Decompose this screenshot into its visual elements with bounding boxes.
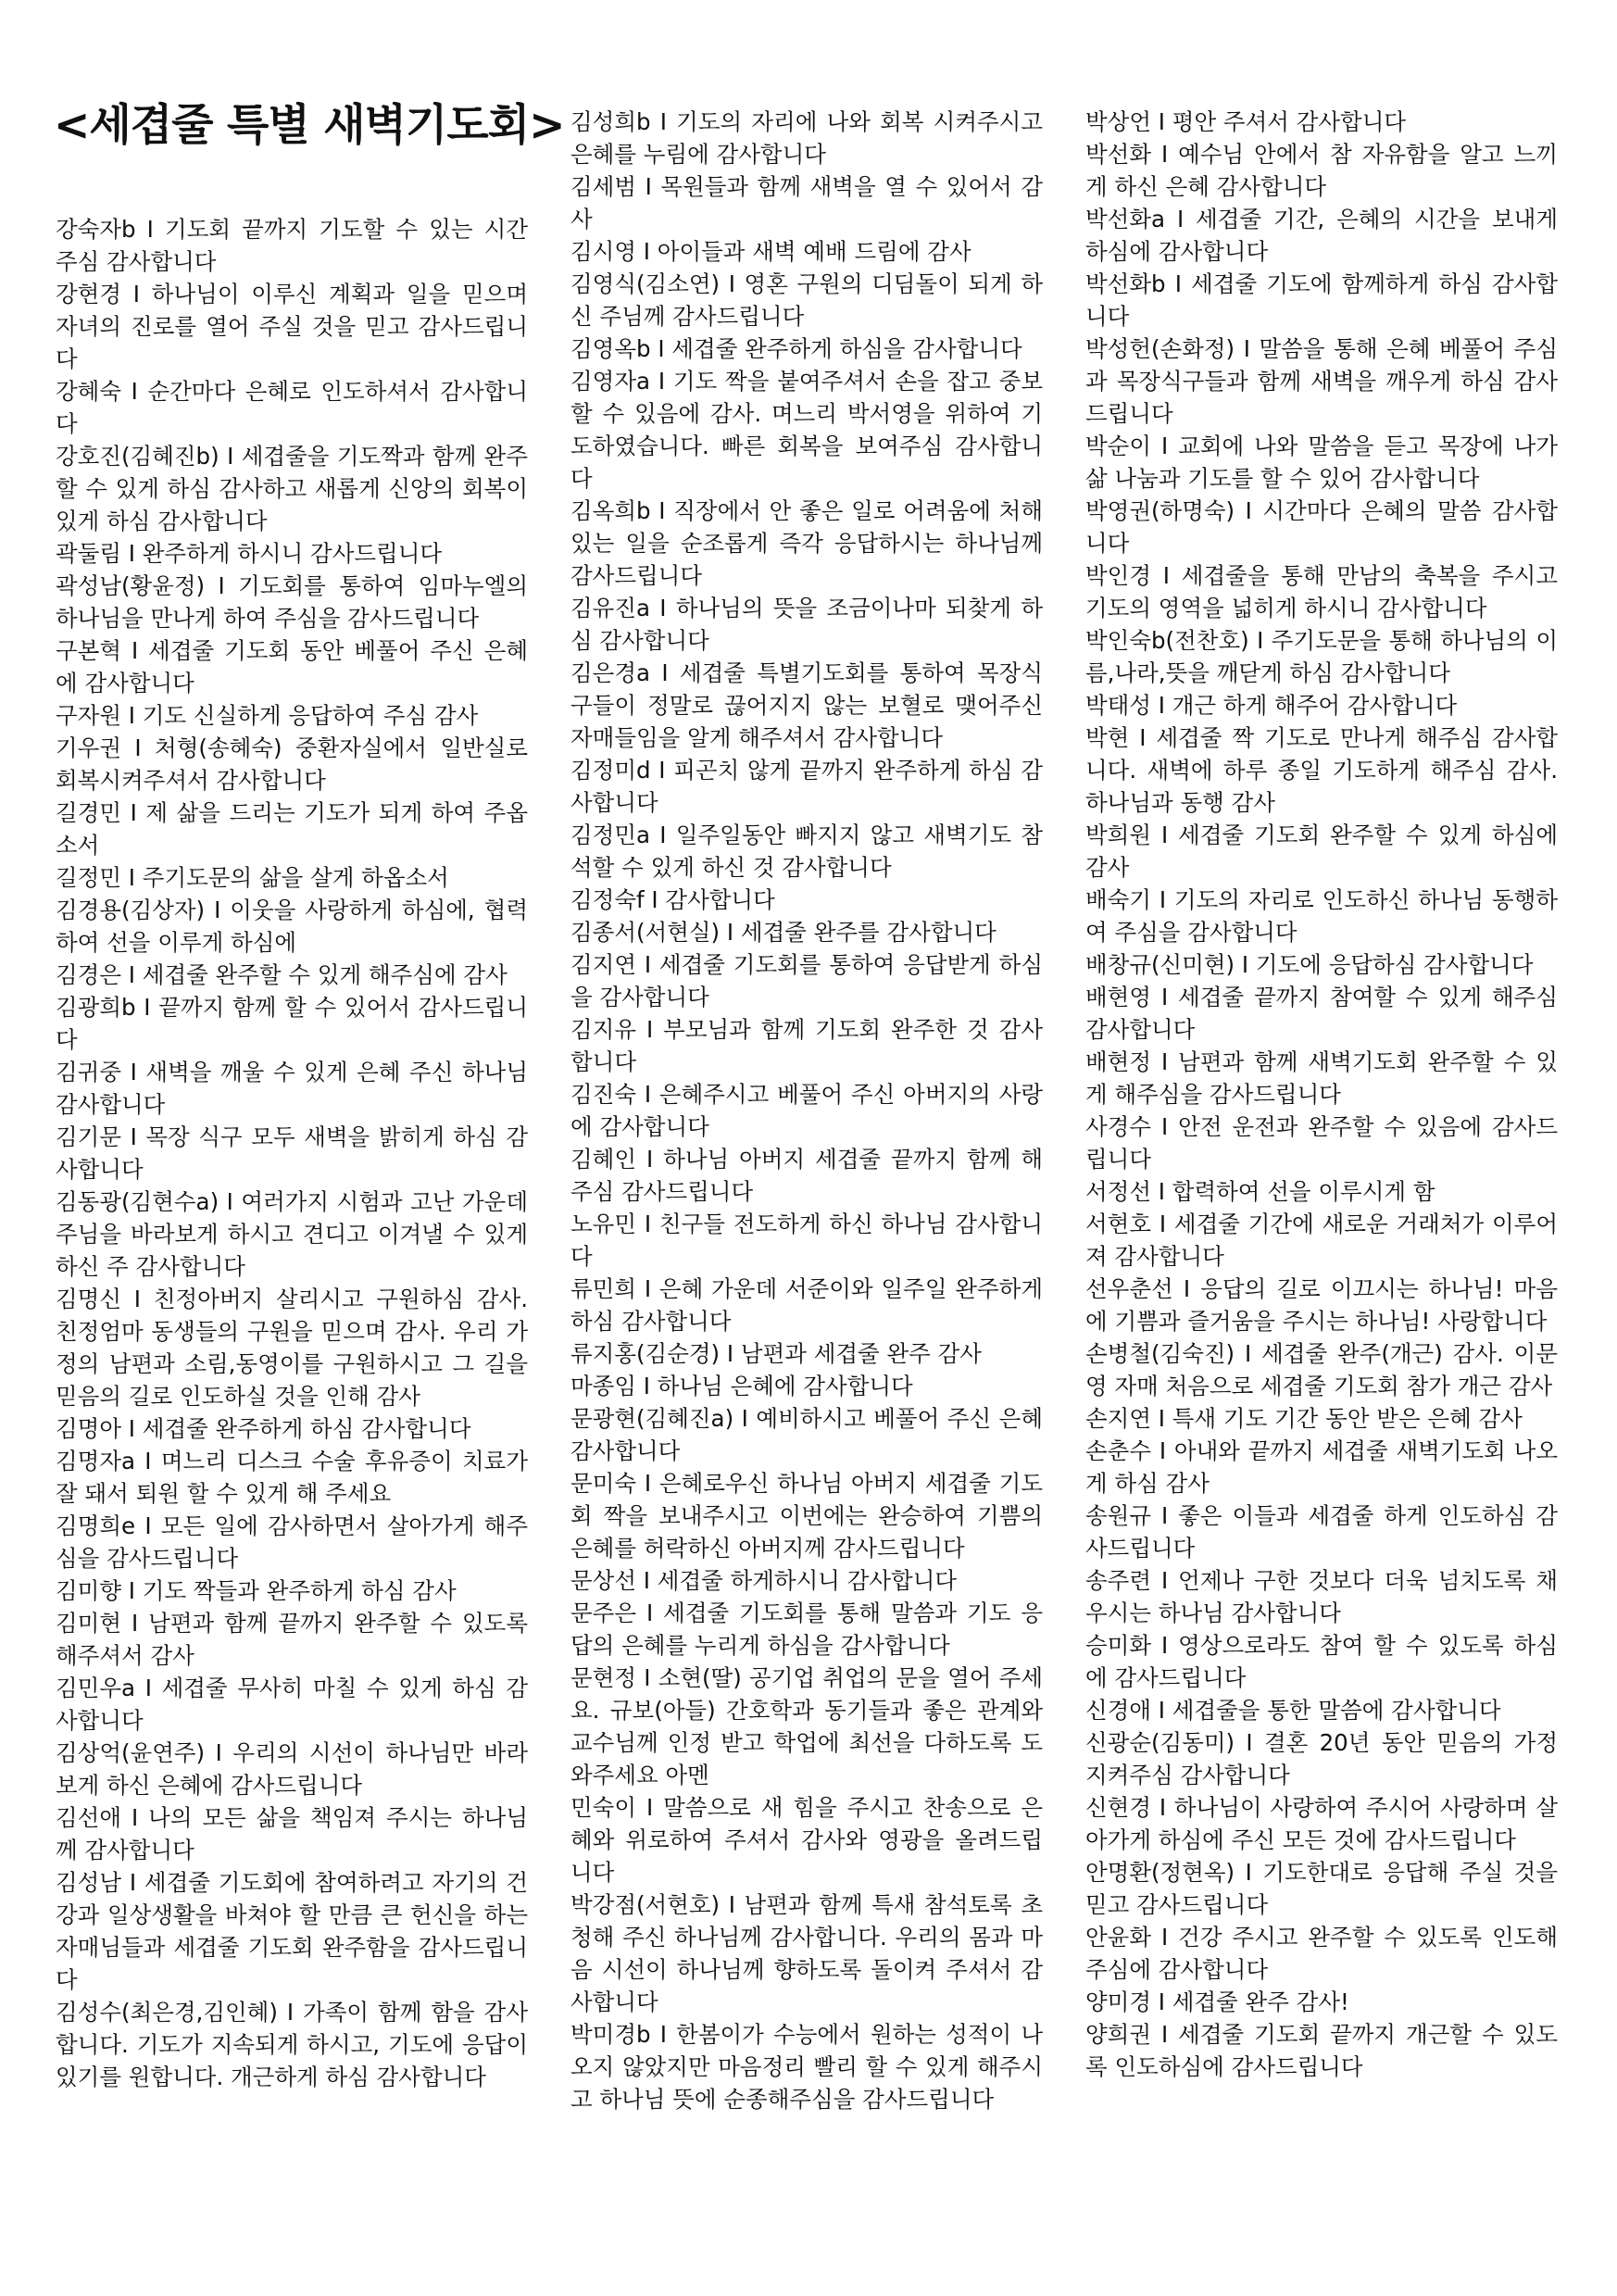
prayer-entry: 배창규(신미현) I 기도에 응답하심 감사합니다	[1085, 951, 1534, 978]
prayer-entry: 김종서(서현실) I 세겹줄 완주를 감사합니다	[570, 919, 997, 946]
prayer-entry: 김정민a I 일주일동안 빠지지 않고 새벽기도 참석할 수 있게 하신 것 감사합니다	[570, 822, 1043, 881]
prayer-entry: 손병철(김숙진) I 세겹줄 완주(개근) 감사. 이문영 자매 처음으로 세겹줄 기도회 참가 개근 감사	[1085, 1340, 1558, 1399]
prayer-entry: 배현영 I 세겹줄 끝까지 참여할 수 있게 해주심 감사합니다	[1085, 984, 1558, 1043]
prayer-entry: 박미경b I 한봄이가 수능에서 원하는 성적이 나오지 않았지만 마음정리 빨리 할 수 있게 해주시고 하나님 뜻에 순종해주심을 감사드립니다	[570, 2021, 1043, 2113]
prayer-entry: 박희원 I 세겹줄 기도회 완주할 수 있게 하심에 감사	[1085, 822, 1558, 881]
prayer-entry: 박현 I 세겹줄 짝 기도로 만나게 해주심 감사합니다. 새벽에 하루 종일 기도하게 해주심 감사. 하나님과 동행 감사	[1085, 724, 1558, 816]
prayer-entry: 김세범 I 목원들과 함께 새벽을 열 수 있어서 감사	[570, 173, 1043, 232]
prayer-entry: 박순이 I 교회에 나와 말씀을 듣고 목장에 나가 삶 나눔과 기도를 할 수 있어 감사합니다	[1085, 433, 1558, 492]
prayer-entry: 문미숙 I 은혜로우신 하나님 아버지 세겹줄 기도회 짝을 보내주시고 이번에는 완승하여 기쁨의 은혜를 허락하신 아버지께 감사드립니다	[570, 1470, 1043, 1562]
prayer-entry: 박성헌(손화정) I 말씀을 통해 은혜 베풀어 주심과 목장식구들과 함께 새벽을 깨우게 하심 감사드립니다	[1085, 335, 1558, 427]
prayer-entry: 사경수 I 안전 운전과 완주할 수 있음에 감사드립니다	[1085, 1113, 1558, 1173]
column-3	[1085, 106, 1558, 2083]
prayer-entry: 김미향 I 기도 짝들과 완주하게 하심 감사	[56, 1577, 457, 1604]
prayer-entry: 김명자a I 며느리 디스크 수술 후유증이 치료가 잘 돼서 퇴원 할 수 있게 해 주세요	[56, 1448, 528, 1507]
prayer-entry: 김민우a I 세겹줄 무사히 마칠 수 있게 하심 감사합니다	[56, 1675, 528, 1734]
prayer-entry: 김정미d I 피곤치 않게 끝까지 완주하게 하심 감사합니다	[570, 757, 1043, 816]
prayer-entry: 김귀중 I 새벽을 깨울 수 있게 은혜 주신 하나님 감사합니다	[56, 1059, 528, 1118]
prayer-entry: 송주련 I 언제나 구한 것보다 더욱 넘치도록 채우시는 하나님 감사합니다	[1085, 1567, 1558, 1626]
prayer-entry: 서정선 I 합력하여 선을 이루시게 함	[1085, 1178, 1435, 1205]
prayer-entry: 김경은 I 세겹줄 완주할 수 있게 해주심에 감사	[56, 961, 508, 988]
prayer-entry: 문상선 I 세겹줄 하게하시니 감사합니다	[570, 1567, 958, 1594]
prayer-entry: 노유민 I 친구들 전도하게 하신 하나님 감사합니다	[570, 1211, 1043, 1270]
prayer-entry: 김경용(김상자) I 이웃을 사랑하게 하심에, 협력하여 선을 이루게 하심에	[56, 897, 528, 956]
prayer-entry: 신광순(김동미) I 결혼 20년 동안 믿음의 가정 지켜주심 감사합니다	[1085, 1729, 1558, 1788]
prayer-entry: 문주은 I 세겹줄 기도회를 통해 말씀과 기도 응답의 은혜를 누리게 하심을 감사합니다	[570, 1600, 1043, 1659]
prayer-entry: 김광희b I 끝까지 함께 할 수 있어서 감사드립니다	[56, 994, 528, 1053]
prayer-entry: 류민희 I 은혜 가운데 서준이와 일주일 완주하게 하심 감사합니다	[570, 1275, 1043, 1335]
prayer-entry: 김시영 I 아이들과 새벽 예배 드림에 감사	[570, 238, 971, 265]
prayer-entry: 박강점(서현호) I 남편과 함께 특새 참석토록 초청해 주신 하나님께 감사합니다. 우리의 몸과 마음 시선이 하나님께 향하도록 돌이켜 주셔서 감사합니다	[570, 1891, 1043, 2015]
prayer-entry: 김혜인 I 하나님 아버지 세겹줄 끝까지 함께 해주심 감사드립니다	[570, 1146, 1043, 1205]
prayer-entry: 신경애 I 세겹줄을 통한 말씀에 감사합니다	[1085, 1697, 1501, 1724]
prayer-entry: 박영권(하명숙) I 시간마다 은혜의 말씀 감사합니다	[1085, 497, 1558, 557]
prayer-entry: 김성희b I 기도의 자리에 나와 회복 시켜주시고 은혜를 누림에 감사합니다	[570, 108, 1043, 168]
prayer-entry: 김옥희b I 직장에서 안 좋은 일로 어려움에 처해 있는 일을 순조롭게 즉각 응답하시는 하나님께 감사드립니다	[570, 497, 1043, 589]
prayer-entry: 김명아 I 세겹줄 완주하게 하심 감사합니다	[56, 1415, 471, 1442]
prayer-entry: 김상억(윤연주) I 우리의 시선이 하나님만 바라보게 하신 은혜에 감사드립니다	[56, 1739, 528, 1799]
prayer-entry: 류지홍(김순경) I 남편과 세겹줄 완주 감사	[570, 1340, 982, 1367]
prayer-entry: 길경민 I 제 삶을 드리는 기도가 되게 하여 주옵소서	[56, 799, 528, 859]
prayer-entry: 김선애 I 나의 모든 삶을 책임져 주시는 하나님께 감사합니다	[56, 1804, 528, 1863]
prayer-entry: 박태성 I 개근 하게 해주어 감사합니다	[1085, 692, 1458, 719]
prayer-entry: 서현호 I 세겹줄 기간에 새로운 거래처가 이루어져 감사합니다	[1085, 1211, 1558, 1270]
prayer-entry: 김성남 I 세겹줄 기도회에 참여하려고 자기의 건강과 일상생활을 바쳐야 할 만큼 큰 헌신을 하는 자매님들과 세겹줄 기도회 완주함을 감사드립니다	[56, 1869, 528, 1993]
prayer-entry: 김지유 I 부모님과 함께 기도회 완주한 것 감사합니다	[570, 1016, 1043, 1075]
prayer-entry: 양희권 I 세겹줄 기도회 끝까지 개근할 수 있도록 인도하심에 감사드립니다	[1085, 2021, 1558, 2080]
prayer-entry: 민숙이 I 말씀으로 새 힘을 주시고 찬송으로 은혜와 위로하여 주셔서 감사와 영광을 올려드립니다	[570, 1794, 1043, 1886]
prayer-entry: 김유진a I 하나님의 뜻을 조금이나마 되찾게 하심 감사합니다	[570, 595, 1043, 654]
prayer-entry: 박선화a I 세겹줄 기간, 은혜의 시간을 보내게 하심에 감사합니다	[1085, 206, 1558, 265]
prayer-entry: 손춘수 I 아내와 끝까지 세겹줄 새벽기도회 나오게 하심 감사	[1085, 1437, 1558, 1497]
column-2	[570, 106, 1043, 2115]
prayer-entry: 김동광(김현수a) I 여러가지 시험과 고난 가운데 주님을 바라보게 하시고 견디고 이겨낼 수 있게 하신 주 감사합니다	[56, 1188, 528, 1280]
prayer-entry: 양미경 I 세겹줄 완주 감사!	[1085, 1989, 1349, 2015]
prayer-entry: 강숙자b I 기도회 끝까지 기도할 수 있는 시간 주심 감사합니다	[56, 216, 528, 275]
prayer-entry: 배숙기 I 기도의 자리로 인도하신 하나님 동행하여 주심을 감사합니다	[1085, 886, 1558, 946]
prayer-entry: 곽성남(황윤정) I 기도회를 통하여 임마누엘의 하나님을 만나게 하여 주심을 감사드립니다	[56, 572, 528, 632]
prayer-entry: 김성수(최은경,김인혜) I 가족이 함께 함을 감사합니다. 기도가 지속되게 하시고, 기도에 응답이 있기를 원합니다. 개근하게 하심 감사합니다	[56, 1999, 528, 2090]
prayer-entry: 김지연 I 세겹줄 기도회를 통하여 응답받게 하심을 감사합니다	[570, 951, 1043, 1010]
prayer-entry: 길정민 I 주기도문의 삶을 살게 하옵소서	[56, 864, 449, 891]
prayer-entry: 김진숙 I 은혜주시고 베풀어 주신 아버지의 사랑에 감사합니다	[570, 1081, 1043, 1140]
prayer-entry: 손지연 I 특새 기도 기간 동안 받은 은혜 감사	[1085, 1405, 1523, 1432]
prayer-entry: 배현정 I 남편과 함께 새벽기도회 완주할 수 있게 해주심을 감사드립니다	[1085, 1048, 1558, 1108]
prayer-entry: 박상언 I 평안 주셔서 감사합니다	[1085, 108, 1407, 135]
prayer-entry: 신현경 I 하나님이 사랑하여 주시어 사랑하며 살아가게 하심에 주신 모든 것에 감사드립니다	[1085, 1794, 1558, 1853]
prayer-entry: 송원규 I 좋은 이들과 세겹줄 하게 인도하심 감사드립니다	[1085, 1502, 1558, 1562]
page-title: <세겹줄 특별 새벽기도회>	[54, 100, 565, 151]
prayer-entry: 김영자a I 기도 짝을 붙여주셔서 손을 잡고 중보 할 수 있음에 감사. 며느리 박서영을 위하여 기도하였습니다. 빠른 회복을 보여주심 감사합니다	[570, 368, 1043, 492]
prayer-entry: 김명희e I 모든 일에 감사하면서 살아가게 해주심을 감사드립니다	[56, 1512, 528, 1572]
prayer-entry: 강현경 I 하나님이 이루신 계획과 일을 믿으며 자녀의 진로를 열어 주실 것을 믿고 감사드립니다	[56, 281, 528, 372]
prayer-entry: 구본혁 I 세겹줄 기도회 동안 베풀어 주신 은혜에 감사합니다	[56, 637, 528, 696]
prayer-entry: 김미현 I 남편과 함께 끝까지 완주할 수 있도록 해주셔서 감사	[56, 1610, 528, 1669]
prayer-entry: 김영옥b I 세겹줄 완주하게 하심을 감사합니다	[570, 335, 1022, 362]
prayer-entry: 김영식(김소연) I 영혼 구원의 디딤돌이 되게 하신 주님께 감사드립니다	[570, 270, 1043, 330]
column-1	[56, 213, 528, 2093]
prayer-entry: 안윤화 I 건강 주시고 완주할 수 있도록 인도해 주심에 감사합니다	[1085, 1924, 1558, 1983]
prayer-entry: 김정숙f I 감사합니다	[570, 886, 775, 913]
prayer-entry: 기우권 I 처형(송혜숙) 중환자실에서 일반실로 회복시켜주셔서 감사합니다	[56, 734, 528, 794]
prayer-entry: 승미화 I 영상으로라도 참여 할 수 있도록 하심에 감사드립니다	[1085, 1632, 1558, 1691]
prayer-entry: 안명환(정현옥) I 기도한대로 응답해 주실 것을 믿고 감사드립니다	[1085, 1859, 1558, 1918]
prayer-entry: 김명신 I 친정아버지 살리시고 구원하심 감사. 친정엄마 동생들의 구원을 믿으며 감사. 우리 가정의 남편과 소림,동영이를 구원하시고 그 길을 믿음의 길로 인도하실 것을 인해 감사	[56, 1286, 528, 1410]
prayer-entry: 박선화b I 세겹줄 기도에 함께하게 하심 감사합니다	[1085, 270, 1558, 330]
prayer-entry: 문광현(김혜진a) I 예비하시고 베풀어 주신 은혜 감사합니다	[570, 1405, 1043, 1464]
prayer-entry: 구자원 I 기도 신실하게 응답하여 주심 감사	[56, 702, 479, 729]
prayer-entry: 박인경 I 세겹줄을 통해 만남의 축복을 주시고 기도의 영역을 넓히게 하시니 감사합니다	[1085, 562, 1558, 621]
prayer-entry: 문현정 I 소현(딸) 공기업 취업의 문을 열어 주세요. 규보(아들) 간호학과 동기들과 좋은 관계와 교수님께 인정 받고 학업에 최선을 다하도록 도와주세요 아멘	[570, 1664, 1043, 1788]
prayer-entry: 선우춘선 I 응답의 길로 이끄시는 하나님! 마음에 기쁨과 즐거움을 주시는 하나님! 사랑합니다	[1085, 1275, 1558, 1335]
prayer-entry: 박선화 I 예수님 안에서 참 자유함을 알고 느끼게 하신 은혜 감사합니다	[1085, 141, 1558, 200]
prayer-entry: 박인숙b(전찬호) I 주기도문을 통해 하나님의 이름,나라,뜻을 깨닫게 하심 감사합니다	[1085, 627, 1558, 686]
prayer-entry: 마종임 I 하나님 은혜에 감사합니다	[570, 1373, 913, 1399]
prayer-entry: 강혜숙 I 순간마다 은혜로 인도하셔서 감사합니다	[56, 378, 528, 437]
prayer-entry: 김은경a I 세겹줄 특별기도회를 통하여 목장식구들이 정말로 끊어지지 않는 보혈로 맺어주신 자매들임을 알게 해주셔서 감사합니다	[570, 659, 1043, 751]
prayer-entry: 김기문 I 목장 식구 모두 새벽을 밝히게 하심 감사합니다	[56, 1123, 528, 1183]
prayer-entry: 강호진(김혜진b) I 세겹줄을 기도짝과 함께 완주할 수 있게 하심 감사하고 새롭게 신앙의 회복이 있게 하심 감사합니다	[56, 443, 528, 534]
prayer-entry: 곽둘림 I 완주하게 하시니 감사드립니다	[56, 540, 443, 567]
